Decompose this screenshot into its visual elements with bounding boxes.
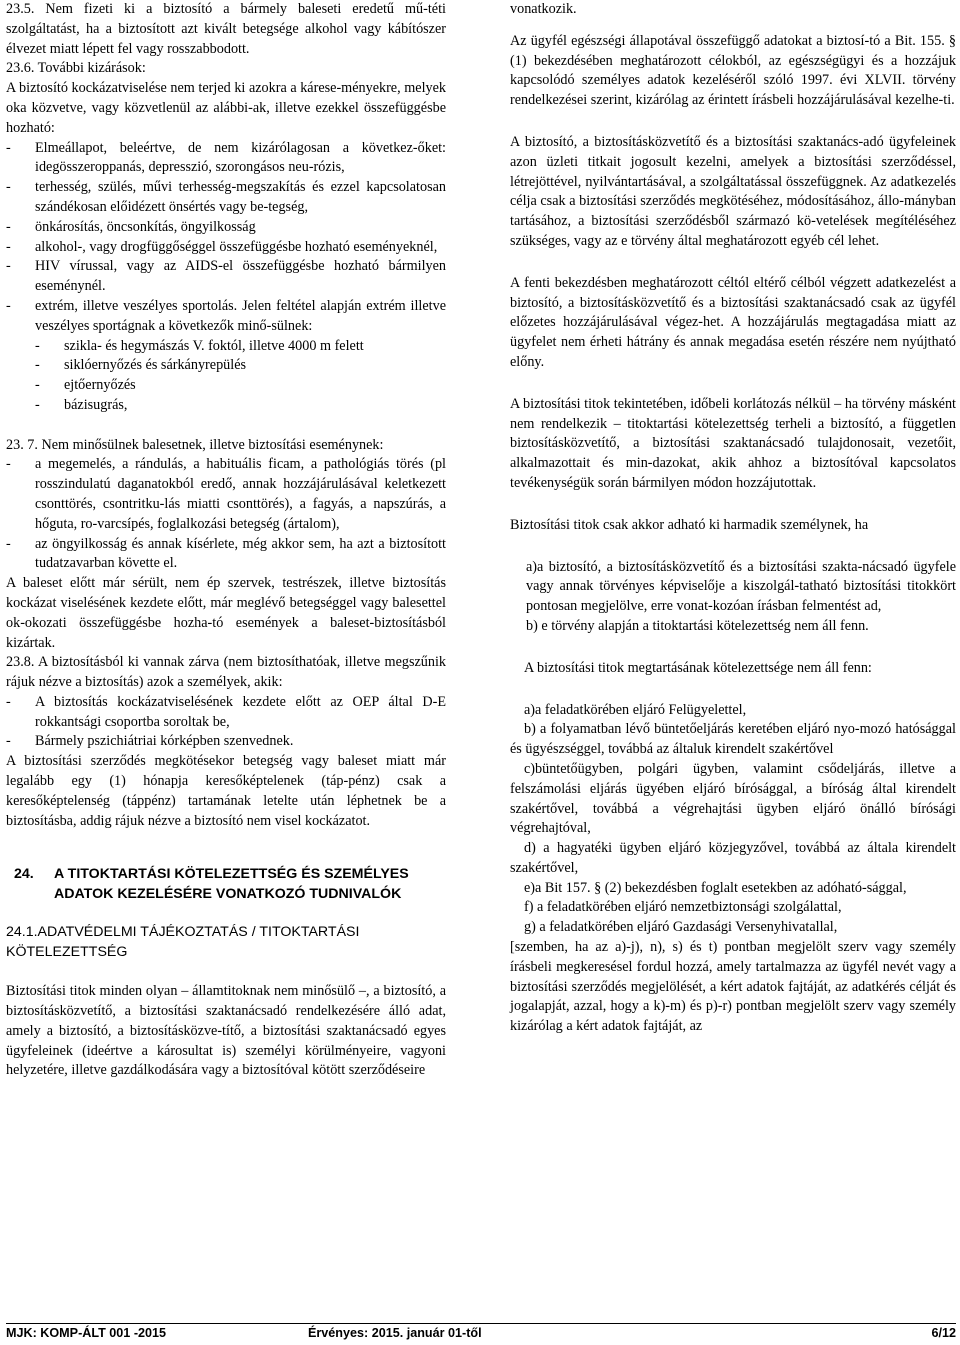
list-item: a)a feladatkörében eljáró Felügyelettel, (524, 701, 747, 718)
list-item: - alkohol-, vagy drogfüggőséggel összefüggésbe hozható eseményeknél, (6, 238, 438, 255)
page-number: 6/12 (931, 1326, 956, 1341)
list-item: - bázisugrás, (35, 396, 128, 413)
list-item: e)a Bit 157. § (2) bekezdésben foglalt esetekben az adóható-sággal, (524, 879, 907, 896)
para-23-6-title: 23.6. További kizárások: (6, 60, 146, 77)
para-business-secrets: A biztosító, a biztosításközvetítő és a biztosítási szaktanács-adó ügyfeleinek azon üzleti titkait jogosult kezelni, amelyek a biztosítási szerződéssel, létrejöttével, nyilvántartásával, a szolgáltatással összefüggnek. Az adatkezelés célja csak a biztosítási szerződés megkötéséhez, módosításához, állo-mányban tartásához, a biztosítási szerződésből származó kö-vetelések megítéléséhez szükséges, vagy az e törvény által meghatározott egyéb cél lehet. (510, 133, 956, 249)
para-confidentiality: A biztosítási titok tekintetében, időbeli korlátozás nélkül – ha törvény másként nem rendelkezik – titoktartási kötelezettség terheli a biztosító, a független biztosításközvetítő, a biztosítási szaktanácsadó tulajdonosait, vezetőit, alkalmazottait és min-dazokat, akik ahhoz a biztosítóval kapcsolatos tevékenységük során bármilyen módon hozzájutottak. (510, 395, 956, 491)
list-item: d) a hagyatéki ügyben eljáró közjegyzővel, továbbá az általa kirendelt szakértővel, (510, 840, 956, 876)
list-item: - Bármely pszichiátriai kórképben szenvednek. (6, 733, 294, 750)
para-health-data: Az ügyfél egészségi állapotával összefüggő adatokat a biztosí-tó a Bit. 155. § (1) bekezdésében meghatározott célokból, az egészségügyi és a hozzájuk kapcsolódó személyes adatok kezeléséről szóló 1997. évi XLVII. törvény rendelkezései szerint, kizárólag az érintett írásbeli hozzájárulásával kezelhe-ti. (510, 32, 956, 109)
list-item: - A biztosítás kockázatviselésének kezdete előtt az OEP által D-E rokkantsági csoportba soroltak be, (6, 693, 446, 730)
para-23-5: 23.5. Nem fizeti ki a biztosító a bármely baleseti eredetű mű-téti szolgáltatást, ha a biztosított azt kivált betegsége alkohol vagy kábítószer élvezet miatt lépett fel vagy rosszabbodott. (6, 1, 446, 57)
para-other-purpose: A fenti bekezdésben meghatározott céltól eltérő célból végzett adatkezelést a biztosító, a biztosításközvetítő és a biztosítási szaktanácsadó csak az ügyfél előzetes hozzájárulásával végez-het. A hozzájárulás megtagadása miatt az ügyfelet nem érheti hátrány és annak megadása esetén részére nem nyújtható előny. (510, 274, 956, 370)
item-a: a)a biztosító, a biztosításközvetítő és a biztosítási szakta-nácsadó ügyfele vagy annak törvényes képviselője a kiszolgál-tatható biztosítási titokkört pontosan megjelölve, erre vonat-kozóan írásban felmentést ad, (526, 558, 956, 615)
list-item: b) a folyamatban lévő büntetőeljárás keretében eljáró nyo-mozó hatósággal és ügyészséggel, továbbá az általuk kirendelt szakértővel (510, 721, 956, 758)
list-item: - terhesség, szülés, művi terhesség-megszakítás és ezzel kapcsolatosan szándékosan előidézett önsértés vagy be-tegség, (6, 179, 446, 215)
list-item: c)büntetőügyben, polgári ügyben, valamint csődeljárás, illetve a felszámolási eljárás ügyében eljáró bírósággal, a bíróság által kirendelt szakértővel, továbbá a végrehajtási ügyben eljáró önálló bírósági végrehajtóval, (510, 760, 956, 837)
para-request: [szemben, ha az a)-j), n), s) és t) pontban megjelölt szerv vagy személy írásbeli megkeresésel fordul hozzá, amely tartalmazza az ügyfél nevét vagy a biztosítási szerződés megjelölését, a kért adatok fajtáját, az adatkérés célját és jogalapját, azzal, hogy a k)-m) és p)-r) pontban megjelölt szerv vagy személy kizárólag a kért adatok fajtáját, az (510, 939, 956, 1035)
sports-list (6, 337, 446, 416)
para-23-7: 23. 7. Nem minősülnek balesetnek, illetve biztosítási eseménynek: (6, 436, 384, 453)
list-item: - Elmeállapot, beleértve, de nem kizárólagosan a következ-őket: idegösszeroppanás, depresszió, szorongásos neu-rózis, (6, 139, 446, 176)
list-item: - szikla- és hegymászás V. foktól, illetve 4000 m felett (35, 337, 364, 354)
doc-code: MJK: KOMP-ÁLT 001 -2015 (6, 1326, 167, 1341)
not-accident-list (6, 455, 446, 574)
list-item: - a megemelés, a rándulás, a habituális ficam, a pathológiás törés (pl rosszindulatú daganatokból eredő, annak hozzájárulásával keletkezett csonttörés, csontritku-lás miatti csonttörés), a fagyás, a napszúrás, a hőguta, ro-varcsípés, foglalkozási betegség (ártalom), (6, 456, 446, 532)
para-no-obligation: A biztosítási titok megtartásának kötelezettsége nem áll fenn: (524, 659, 872, 676)
list-item: - extrém, illetve veszélyes sportolás. Jelen feltétel alapján extrém illetve veszélyes sportágnak a következők minő-sülnek: (6, 297, 446, 334)
para-incapacity: A biztosítási szerződés megkötésekor betegség vagy baleset miatt már legalább egy (1) hónapja keresőképtelenek (táp-pénz) csak a keresőképtelenség (táppénz) tartamának letelte után léphetnek be a biztosításba, addig rájuk nézve a biztosító nem visel kockázatot. (6, 753, 446, 829)
list-item: - ejtőernyőzés (35, 377, 136, 394)
para-pre-existing: A baleset előtt már sérült, nem ép szervek, testrészek, illetve biztosítás kockázat viselésének kezdete előtt, már meglévő betegséggel vagy balesettel ok-okozati összefüggésbe hozha-tó események a baleset-biztosításból kizártak. (6, 575, 446, 651)
para-third-party: Biztosítási titok csak akkor adható ki harmadik személynek, ha (510, 516, 869, 533)
list-item: - önkárosítás, öncsonkítás, öngyilkosság (6, 218, 256, 235)
page-footer (6, 1323, 956, 1344)
list-item: g) a feladatkörében eljáró Gazdasági Versenyhivatallal, (524, 919, 838, 936)
list-item: - siklóernyőzés és sárkányrepülés (35, 357, 247, 374)
exclusion-list (6, 139, 446, 337)
list-item: f) a feladatkörében eljáró nemzetbiztonsági szolgálattal, (524, 899, 842, 916)
authority-list (510, 701, 956, 939)
para-continuation: vonatkozik. (510, 1, 577, 17)
list-item: - az öngyilkosság és annak kísérlete, még akkor sem, ha azt a biztosított tudatzavarban követte el. (6, 535, 446, 572)
para-insurance-secret: Biztosítási titok minden olyan – államtitoknak nem minősülő –, a biztosító, a biztosításközvetítő, a biztosítási szaktanácsadó rendelkezésére álló adat, amely a biztosító, a biztosításközve-títő, a biztosítási szaktanácsadó egyes ügyfeleinek (ideértve a károsultat is) személyi körülményeire, vagyoni helyzetére, illetve gazdálkodására vagy a biztosítóval kötött szerződéseire (6, 983, 446, 1079)
item-b: b) e törvény alapján a titoktartási kötelezettség nem áll fenn. (526, 617, 869, 634)
list-item: - HIV vírussal, vagy az AIDS-el összefüggésbe hozható bármilyen eseménynél. (6, 258, 446, 295)
validity-date: Érvényes: 2015. január 01-től (308, 1326, 482, 1341)
section-24-heading: 24. A TITOKTARTÁSI KÖTELEZETTSÉG ÉS SZEMÉLYES ADATOK KEZELÉSÉRE VONATKOZÓ TUDNIVALÓK (14, 866, 409, 903)
right-column (510, 0, 956, 1037)
para-23-6-intro: A biztosító kockázatviselése nem terjed ki azokra a kárese-ményekre, melyek oka közvetve, vagy közvetlenül az alábbi-ak, illetve ezekkel összefüggésbe hozható: (6, 80, 446, 136)
excluded-persons-list (6, 693, 446, 752)
para-23-8: 23.8. A biztosításból ki vannak zárva (nem biztosíthatóak, illetve megszűnik rájuk nézve a biztosítás) azok a személyek, akik: (6, 654, 446, 691)
left-column (6, 0, 446, 1081)
section-24-1-heading: 24.1.ADATVÉDELMI TÁJÉKOZTATÁS / TITOKTARTÁSI KÖTELEZETTSÉG (6, 923, 360, 960)
